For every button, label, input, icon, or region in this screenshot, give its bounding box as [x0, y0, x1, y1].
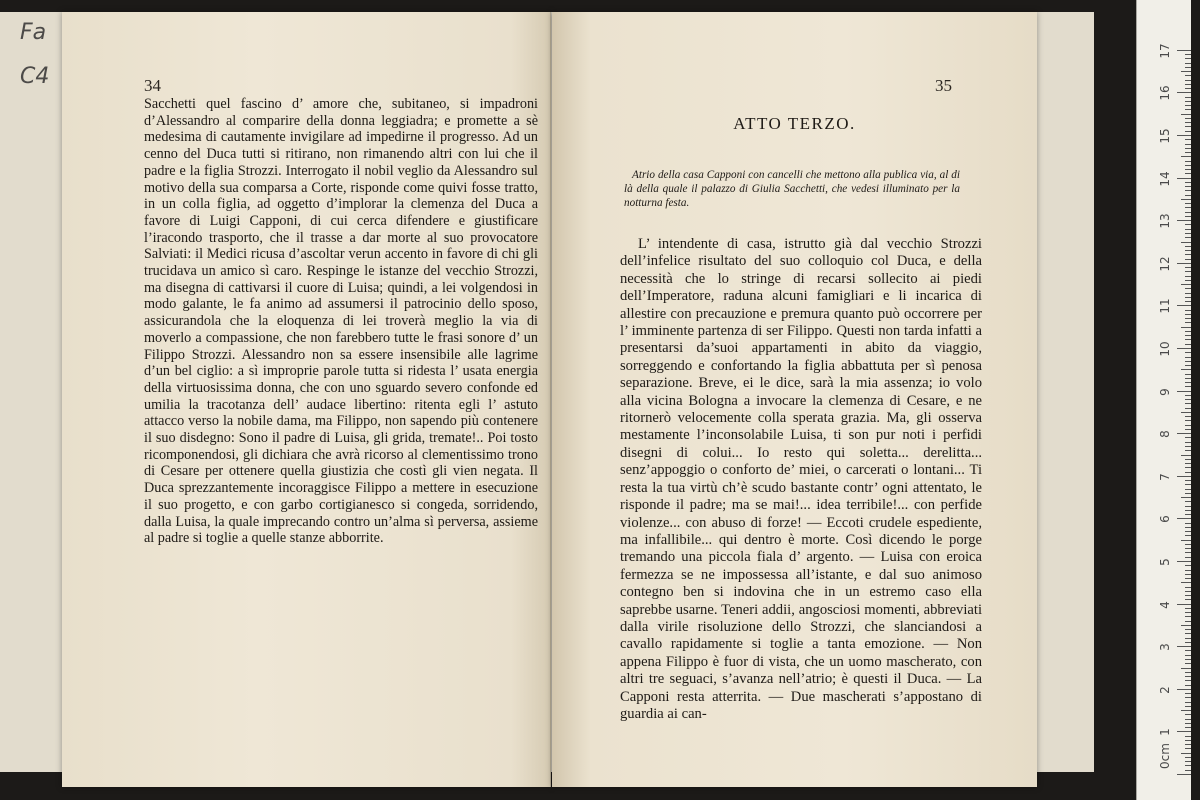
ruler-tick: [1185, 276, 1191, 277]
ruler-tick: [1185, 442, 1191, 443]
ruler-label: 16: [1158, 85, 1172, 102]
ruler-tick: [1177, 135, 1191, 136]
ruler-tick: [1185, 335, 1191, 336]
ruler-tick: [1185, 587, 1191, 588]
ruler-tick: [1185, 765, 1191, 766]
left-page: [62, 12, 551, 787]
ruler-tick: [1185, 67, 1191, 68]
ruler-tick: [1181, 412, 1191, 413]
ruler-tick: [1185, 395, 1191, 396]
ruler-tick: [1185, 152, 1191, 153]
ruler-tick: [1185, 510, 1191, 511]
ruler-tick: [1185, 271, 1191, 272]
ruler-tick: [1185, 365, 1191, 366]
ruler-tick: [1181, 753, 1191, 754]
act-title: ATTO TERZO.: [733, 114, 856, 133]
ruler-tick: [1185, 595, 1191, 596]
ruler-tick: [1177, 561, 1191, 562]
ruler-label: 2: [1158, 685, 1172, 694]
pencil-note-bottom: C4: [20, 64, 50, 89]
ruler-tick: [1185, 591, 1191, 592]
ruler-tick: [1181, 369, 1191, 370]
ruler-tick: [1185, 697, 1191, 698]
ruler-tick: [1185, 195, 1191, 196]
ruler-tick: [1185, 706, 1191, 707]
ruler-tick: [1185, 655, 1191, 656]
ruler-tick: [1185, 761, 1191, 762]
ruler-tick: [1185, 212, 1191, 213]
right-page-number: 35: [935, 76, 952, 95]
ruler-tick: [1185, 633, 1191, 634]
ruler-tick: [1185, 484, 1191, 485]
ruler-tick: [1185, 190, 1191, 191]
ruler-tick: [1185, 280, 1191, 281]
ruler-tick: [1185, 578, 1191, 579]
ruler-tick: [1185, 224, 1191, 225]
ruler-tick: [1177, 433, 1191, 434]
ruler-tick: [1185, 544, 1191, 545]
ruler-tick: [1177, 391, 1191, 392]
ruler-tick: [1185, 744, 1191, 745]
ruler-tick: [1185, 297, 1191, 298]
ruler-tick: [1185, 685, 1191, 686]
ruler-tick: [1185, 288, 1191, 289]
ruler-tick: [1185, 748, 1191, 749]
ruler-tick: [1185, 165, 1191, 166]
ruler-tick: [1185, 84, 1191, 85]
ruler-tick: [1185, 75, 1191, 76]
ruler-tick: [1185, 101, 1191, 102]
ruler-tick: [1185, 131, 1191, 132]
ruler-label: 7: [1158, 472, 1172, 481]
ruler-tick: [1185, 501, 1191, 502]
ruler-tick: [1185, 548, 1191, 549]
ruler-tick: [1185, 186, 1191, 187]
ruler-tick: [1185, 629, 1191, 630]
ruler-tick: [1185, 650, 1191, 651]
ruler-label: 8: [1158, 430, 1172, 439]
ruler-tick: [1185, 310, 1191, 311]
left-page-text: [144, 96, 538, 547]
ruler-tick: [1181, 114, 1191, 115]
ruler-tick: [1185, 58, 1191, 59]
ruler-tick: [1185, 570, 1191, 571]
ruler-tick: [1185, 740, 1191, 741]
ruler-tick: [1177, 178, 1191, 179]
ruler-tick: [1185, 357, 1191, 358]
ruler-tick: [1185, 420, 1191, 421]
ruler-tick: [1185, 467, 1191, 468]
ruler-tick: [1185, 207, 1191, 208]
ruler-tick: [1185, 259, 1191, 260]
ruler-tick: [1185, 714, 1191, 715]
ruler-tick: [1185, 229, 1191, 230]
ruler-tick: [1181, 497, 1191, 498]
ruler-tick: [1185, 506, 1191, 507]
right-paragraph: L’ intendente di casa, istrutto già dal vecchio Strozzi dell’infelice risultato del suo colloquio col Duca, e della necessità che lo stringe di recarsi sollecito ai piedi dell’Imperatore, raduna alcuni famigliari e li incarica di allestire con precauzione e premura quanto può occorrere per l’ imminente partenza di ser Filippo. Questi non tarda infatti a presentarsi da’suoi appartamenti in abito da viaggio, sorreggendo e confortando la figlia abbattuta per sì penosa separazione. Breve, ei le dice, sarà la mia assenza; io volo alla vicina Bologna a invocare la clemenza di Cesare, e ne ritornerò velocemente colla sperata grazia. Ma, gli osserva mestamente l’inconsolabile Luisa, ti son pur noti i perfidi disegni di colui... Io resto qui soletta... derelitta... senz’appoggio o conforto de’ miei, o carcerati o lontani... Ti resta la tua virtù ch’è scudo bastante contr’ ogni attentato, le risponde il padre; ma se mai!... idea terribile!... con perfide violenze... con abuso di forze! — Eccoti crudele espediente, ma infallibile... qui dentro è morte. Così dicendo le porge tremando una piccola fiala d’ argento. — Luisa con eroica fermezza se ne impossessa all’istante, e dal suo animoso contegno ben si indovina che in un estremo caso ella saprebbe usarne. Teneri addii, angosciosi momenti, abbreviati dalla virile risoluzione dello Strozzi, che slanciandosi a cavallo rapidamente si toglie a tanta emozione. — Non appena Filippo è fuor di vista, che un uomo mascherato, con altri tre seguaci, s’avanza nell’atrio; è questi il Duca. — La Capponi resta atterrita. — Due mascherati s’appostano di guardia ai can-: [620, 236, 982, 722]
ruler-tick: [1177, 476, 1191, 477]
ruler-tick: [1185, 702, 1191, 703]
ruler-tick: [1185, 301, 1191, 302]
ruler-tick: [1185, 322, 1191, 323]
ruler-tick: [1185, 63, 1191, 64]
ruler-tick: [1185, 450, 1191, 451]
ruler-tick: [1181, 242, 1191, 243]
pencil-note-top: Fa: [20, 20, 47, 45]
ruler-tick: [1177, 92, 1191, 93]
ruler-tick: [1185, 437, 1191, 438]
ruler-tick: [1185, 489, 1191, 490]
ruler-tick: [1185, 80, 1191, 81]
ruler-tick: [1177, 518, 1191, 519]
ruler-tick: [1185, 126, 1191, 127]
ruler-tick: [1185, 344, 1191, 345]
ruler-tick: [1185, 757, 1191, 758]
ruler-label: 3: [1158, 643, 1172, 652]
ruler-tick: [1185, 429, 1191, 430]
ruler-tick: [1185, 382, 1191, 383]
ruler-tick: [1185, 88, 1191, 89]
ruler-label: 17: [1158, 43, 1172, 59]
ruler-tick: [1185, 676, 1191, 677]
ruler-tick: [1185, 736, 1191, 737]
ruler-tick: [1185, 203, 1191, 204]
ruler-tick: [1185, 552, 1191, 553]
ruler-tick: [1185, 361, 1191, 362]
ruler-tick: [1185, 480, 1191, 481]
ruler-tick: [1185, 770, 1191, 771]
ruler-unit-label: 0cm: [1158, 743, 1172, 769]
ruler-tick: [1185, 463, 1191, 464]
ruler-tick: [1185, 719, 1191, 720]
ruler-tick: [1185, 472, 1191, 473]
ruler-tick: [1185, 182, 1191, 183]
ruler-tick: [1185, 638, 1191, 639]
left-page-number: 34: [144, 76, 161, 95]
ruler-tick: [1185, 293, 1191, 294]
ruler-tick: [1177, 220, 1191, 221]
ruler-tick: [1185, 565, 1191, 566]
ruler-tick: [1185, 118, 1191, 119]
ruler-tick: [1185, 267, 1191, 268]
ruler-tick: [1177, 689, 1191, 690]
ruler-tick: [1185, 254, 1191, 255]
ruler-tick: [1185, 246, 1191, 247]
ruler-tick: [1185, 557, 1191, 558]
ruler-label: 6: [1158, 515, 1172, 524]
ruler-label: 12: [1158, 256, 1172, 272]
ruler-tick: [1185, 493, 1191, 494]
ruler-tick: [1185, 318, 1191, 319]
ruler-tick: [1185, 139, 1191, 140]
ruler-tick: [1185, 144, 1191, 145]
ruler-tick: [1185, 672, 1191, 673]
ruler-tick: [1177, 305, 1191, 306]
ruler-tick: [1181, 71, 1191, 72]
ruler-tick: [1185, 352, 1191, 353]
ruler-tick: [1185, 148, 1191, 149]
ruler-tick: [1185, 386, 1191, 387]
ruler-tick: [1181, 199, 1191, 200]
ruler-tick: [1185, 408, 1191, 409]
ruler-tick: [1181, 284, 1191, 285]
ruler-tick: [1185, 339, 1191, 340]
open-book: [62, 12, 1037, 787]
ruler-tick: [1185, 173, 1191, 174]
ruler-label: 14: [1158, 170, 1172, 187]
ruler-tick: [1185, 514, 1191, 515]
ruler-tick: [1181, 540, 1191, 541]
ruler-tick: [1185, 574, 1191, 575]
stage-direction: [624, 168, 960, 210]
ruler-tick: [1185, 97, 1191, 98]
ruler-tick: [1181, 668, 1191, 669]
ruler-tick: [1185, 416, 1191, 417]
ruler-tick: [1177, 774, 1191, 775]
ruler-tick: [1185, 399, 1191, 400]
ruler-tick: [1185, 250, 1191, 251]
ruler-tick: [1185, 608, 1191, 609]
ruler-tick: [1177, 731, 1191, 732]
ruler-tick: [1185, 109, 1191, 110]
ruler-label: 11: [1158, 298, 1172, 315]
right-page: [552, 12, 1037, 787]
ruler-tick: [1177, 263, 1191, 264]
ruler-tick: [1185, 169, 1191, 170]
ruler-tick: [1185, 331, 1191, 332]
ruler-tick: [1185, 216, 1191, 217]
ruler-tick: [1185, 612, 1191, 613]
ruler-tick: [1185, 425, 1191, 426]
stage-direction-text: Atrio della casa Capponi con cancelli che mettono alla publica via, al di là della quale il palazzo di Giulia Sacchetti, che vedesi illuminato per la notturna festa.: [624, 169, 960, 209]
ruler-tick: [1185, 535, 1191, 536]
ruler-tick: [1181, 625, 1191, 626]
ruler-label: 1: [1158, 728, 1172, 737]
ruler-tick: [1185, 642, 1191, 643]
ruler-tick: [1181, 327, 1191, 328]
ruler-tick: [1185, 237, 1191, 238]
ruler-tick: [1185, 527, 1191, 528]
ruler-tick: [1185, 616, 1191, 617]
ruler-tick: [1185, 693, 1191, 694]
ruler-tick: [1177, 646, 1191, 647]
ruler-tick: [1185, 403, 1191, 404]
ruler-tick: [1185, 233, 1191, 234]
ruler-tick: [1185, 122, 1191, 123]
ruler-label: 15: [1158, 128, 1172, 144]
ruler-tick: [1185, 105, 1191, 106]
ruler-tick: [1185, 378, 1191, 379]
ruler-tick: [1185, 374, 1191, 375]
ruler-tick: [1181, 455, 1191, 456]
ruler-tick: [1185, 599, 1191, 600]
ruler-label: 10: [1158, 341, 1172, 357]
left-paragraph: Sacchetti quel fascino d’ amore che, subitaneo, si impadroni d’Alessandro al comparire della donna leggiadra; e promette a sè medesima di cautamente invigilare ad impedirne il progresso. Ad un cenno del Duca tutti si ritirano, non rimanendo altri con lui che il padre e la figlia Strozzi. Interrogato il nobil veglio da Alessandro sul motivo della sua comparsa a Corte, risponde come quivi fosse tratto, in un colla figlia, ad oggetto d’implorar la clemenza del Duca a favore di Luigi Capponi, di cui cerca difendere e giustificare l’iracondo trasporto, che il trasse a dar morte al suo provocatore Salviati: il Medici ricusa d’ascoltar verun accento in favore di chi gli trucidava un amico sì caro. Respinge le istanze del vecchio Strozzi, ma disegna di cattivarsi il cuore di Luisa; quindi, a lei volgendosi in modo galante, le fa animo ad assumersi il patrocinio dello sposo, assicurandola che la eloquenza di lei troverà meglio la via di moverlo a compassione, che non farebbero tutte le frasi sonore d’ un Filippo Strozzi. Alessandro non sa essere insensibile alle lagrime d’un bel ciglio: a sì improprie parole tutta si ridesta l’ usata energia della virtuosissima donna, che con uno sguardo severo confonde ed umilia la tracotanza dell’ audace libertino: ritenta egli l’ astuto attacco verso la nobile dama, ma Filippo, non sapendo più contenere il suo disdegno: Sono il padre di Luisa, gli grida, tremate!.. Poi tosto ricomponendosi, gli dichiara che avrà ricorso al clementissimo trono di Cesare per ottenere quella giustizia che costì gli vien negata. Il Duca sprezzantemente incoraggisce Filippo a mettere in esecuzione il suo progetto, e con garbo cortigianesco si congeda, sorridendo, dalla Luisa, la quale imprecando contro un’alma sì perversa, assieme al padre si toglie a quelle stanze abborrite.: [144, 96, 538, 547]
ruler-tick: [1185, 659, 1191, 660]
ruler-tick: [1185, 459, 1191, 460]
ruler-tick: [1185, 680, 1191, 681]
ruler-label: 9: [1158, 387, 1172, 396]
ruler-tick: [1177, 348, 1191, 349]
ruler-tick: [1185, 54, 1191, 55]
ruler-tick: [1185, 161, 1191, 162]
ruler-tick: [1181, 582, 1191, 583]
ruler-tick: [1185, 723, 1191, 724]
ruler-tick: [1185, 621, 1191, 622]
ruler-label: 13: [1158, 213, 1172, 229]
ruler-tick: [1181, 156, 1191, 157]
ruler-tick: [1185, 314, 1191, 315]
ruler-tick: [1185, 727, 1191, 728]
ruler-tick: [1185, 531, 1191, 532]
right-page-text: [620, 236, 982, 723]
measurement-ruler: [1136, 0, 1191, 800]
ruler-tick: [1185, 446, 1191, 447]
ruler-label: 5: [1158, 558, 1172, 566]
ruler-tick: [1185, 523, 1191, 524]
ruler-tick: [1177, 604, 1191, 605]
ruler-tick: [1177, 50, 1191, 51]
ruler-tick: [1185, 663, 1191, 664]
ruler-label: 4: [1158, 600, 1172, 609]
ruler-tick: [1181, 710, 1191, 711]
